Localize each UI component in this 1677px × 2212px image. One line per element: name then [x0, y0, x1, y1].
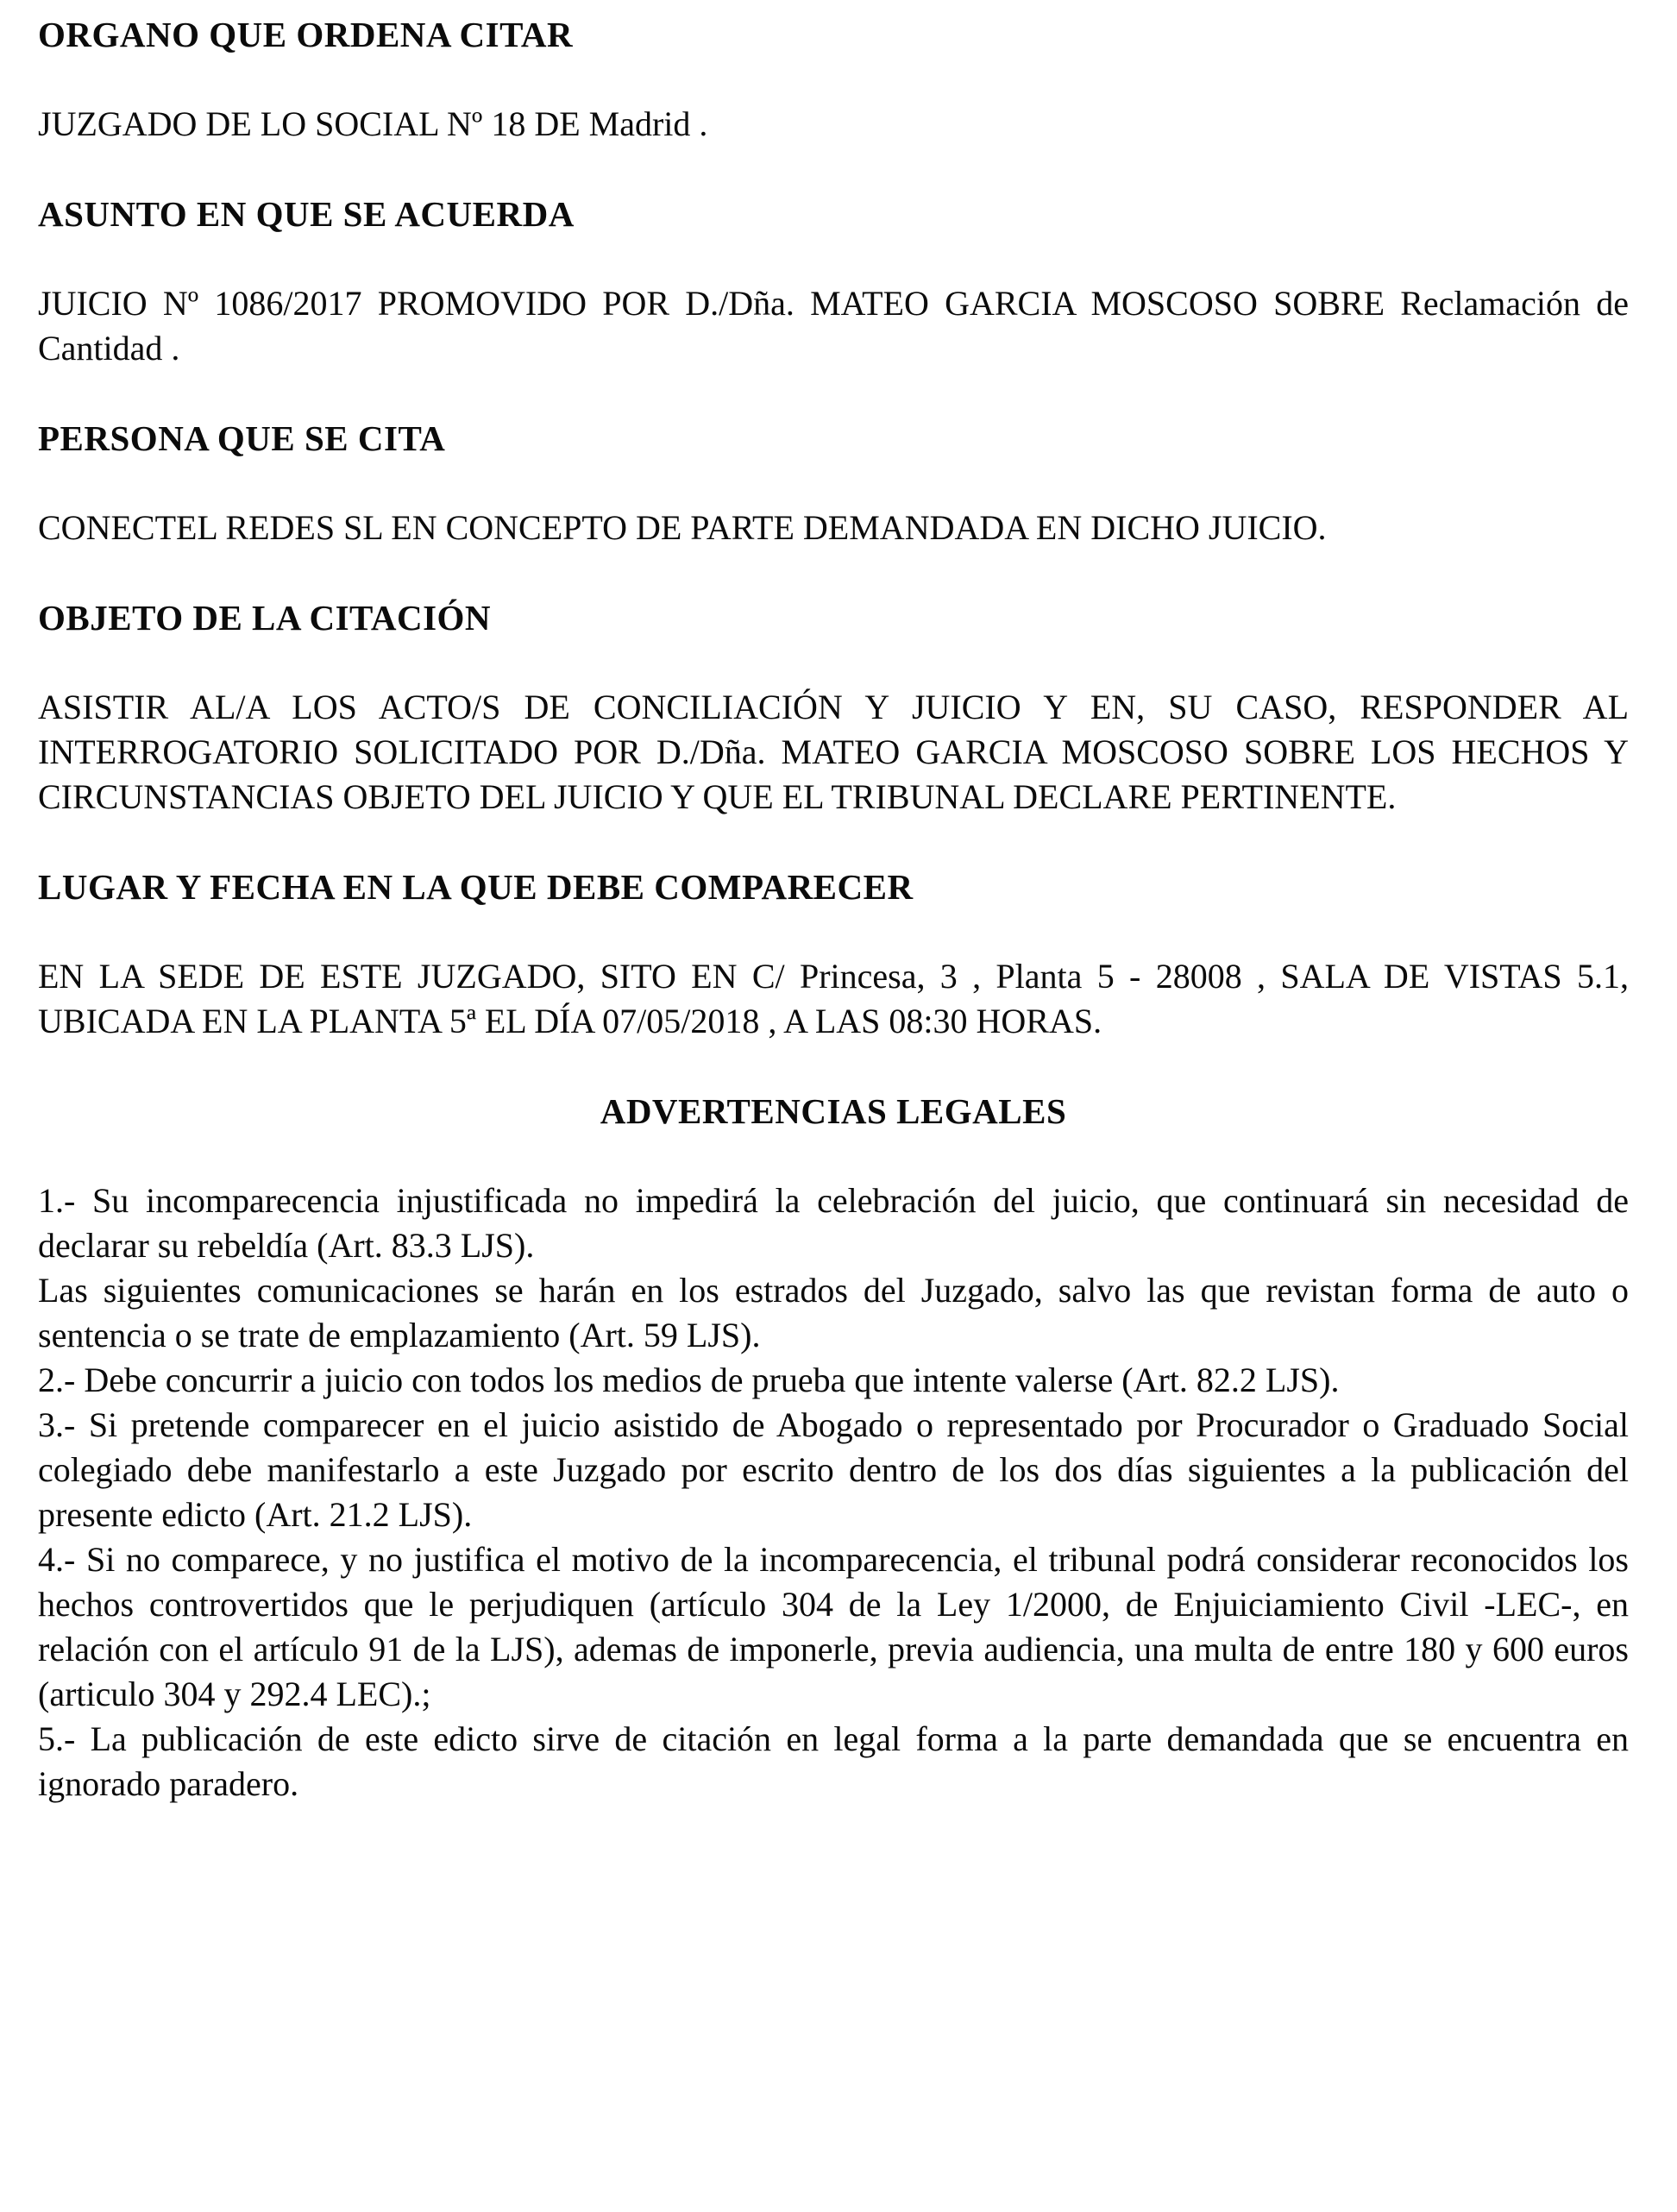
section-objeto — [38, 595, 1629, 820]
section-body-persona: CONECTEL REDES SL EN CONCEPTO DE PARTE DEMANDADA EN DICHO JUICIO. — [38, 508, 1327, 547]
legal-paragraph-1b: Las siguientes comunicaciones se harán en los estrados del Juzgado, salvo las que revistan forma de auto o sentencia o se trate de emplazamiento (Art. 59 LJS). — [38, 1271, 1629, 1354]
section-organo — [38, 12, 1629, 147]
section-advertencias — [38, 1089, 1629, 1807]
legal-paragraph-4: 4.- Si no comparece, y no justifica el motivo de la incomparecencia, el tribunal podrá considerar reconocidos los hechos controvertidos que le perjudiquen (artículo 304 de la Ley 1/2000, de Enjuiciamiento Civil -LEC-, en relación con el artículo 91 de la LJS), ademas de imponerle, previa audiencia, una multa de entre 180 y 600 euros (articulo 304 y 292.4 LEC).; — [38, 1540, 1629, 1713]
section-heading-asunto: ASUNTO EN QUE SE ACUERDA — [38, 194, 575, 234]
legal-paragraph-2: 2.- Debe concurrir a juicio con todos los medios de prueba que intente valerse (Art. 82.2 LJS). — [38, 1361, 1340, 1399]
advertencias-heading: ADVERTENCIAS LEGALES — [600, 1091, 1067, 1131]
section-heading-persona: PERSONA QUE SE CITA — [38, 418, 446, 458]
section-heading-objeto: OBJETO DE LA CITACIÓN — [38, 598, 492, 638]
section-heading-organo: ORGANO QUE ORDENA CITAR — [38, 15, 574, 54]
legal-paragraph-1: 1.- Su incomparecencia injustificada no impedirá la celebración del juicio, que continuará sin necesidad de declarar su rebeldía (Art. 83.3 LJS). — [38, 1181, 1629, 1265]
legal-paragraph-3: 3.- Si pretende comparecer en el juicio asistido de Abogado o representado por Procurador o Graduado Social colegiado debe manifestarlo a este Juzgado por escrito dentro de los dos días siguientes a la publicación del presente edicto (Art. 21.2 LJS). — [38, 1405, 1629, 1534]
legal-paragraph-5: 5.- La publicación de este edicto sirve de citación en legal forma a la parte demandada que se encuentra en ignorado paradero. — [38, 1719, 1629, 1803]
edict-document — [38, 12, 1629, 1807]
section-asunto — [38, 192, 1629, 371]
advertencias-body — [38, 1178, 1629, 1807]
section-body-lugar-fecha: EN LA SEDE DE ESTE JUZGADO, SITO EN C/ Princesa, 3 , Planta 5 - 28008 , SALA DE VISTAS 5.1, UBICADA EN LA PLANTA 5ª EL DÍA 07/05/2018 , A LAS 08:30 HORAS. — [38, 957, 1629, 1040]
section-heading-lugar-fecha: LUGAR Y FECHA EN LA QUE DEBE COMPARECER — [38, 867, 914, 907]
section-body-asunto: JUICIO Nº 1086/2017 PROMOVIDO POR D./Dña. MATEO GARCIA MOSCOSO SOBRE Reclamación de Cantidad . — [38, 284, 1629, 368]
section-body-organo: JUZGADO DE LO SOCIAL Nº 18 DE Madrid . — [38, 104, 708, 143]
section-persona — [38, 416, 1629, 550]
section-body-objeto: ASISTIR AL/A LOS ACTO/S DE CONCILIACIÓN Y JUICIO Y EN, SU CASO, RESPONDER AL INTERROGATORIO SOLICITADO POR D./Dña. MATEO GARCIA MOSCOSO SOBRE LOS HECHOS Y CIRCUNSTANCIAS OBJETO DEL JUICIO Y QUE EL TRIBUNAL DECLARE PERTINENTE. — [38, 688, 1629, 816]
section-lugar-fecha — [38, 864, 1629, 1044]
